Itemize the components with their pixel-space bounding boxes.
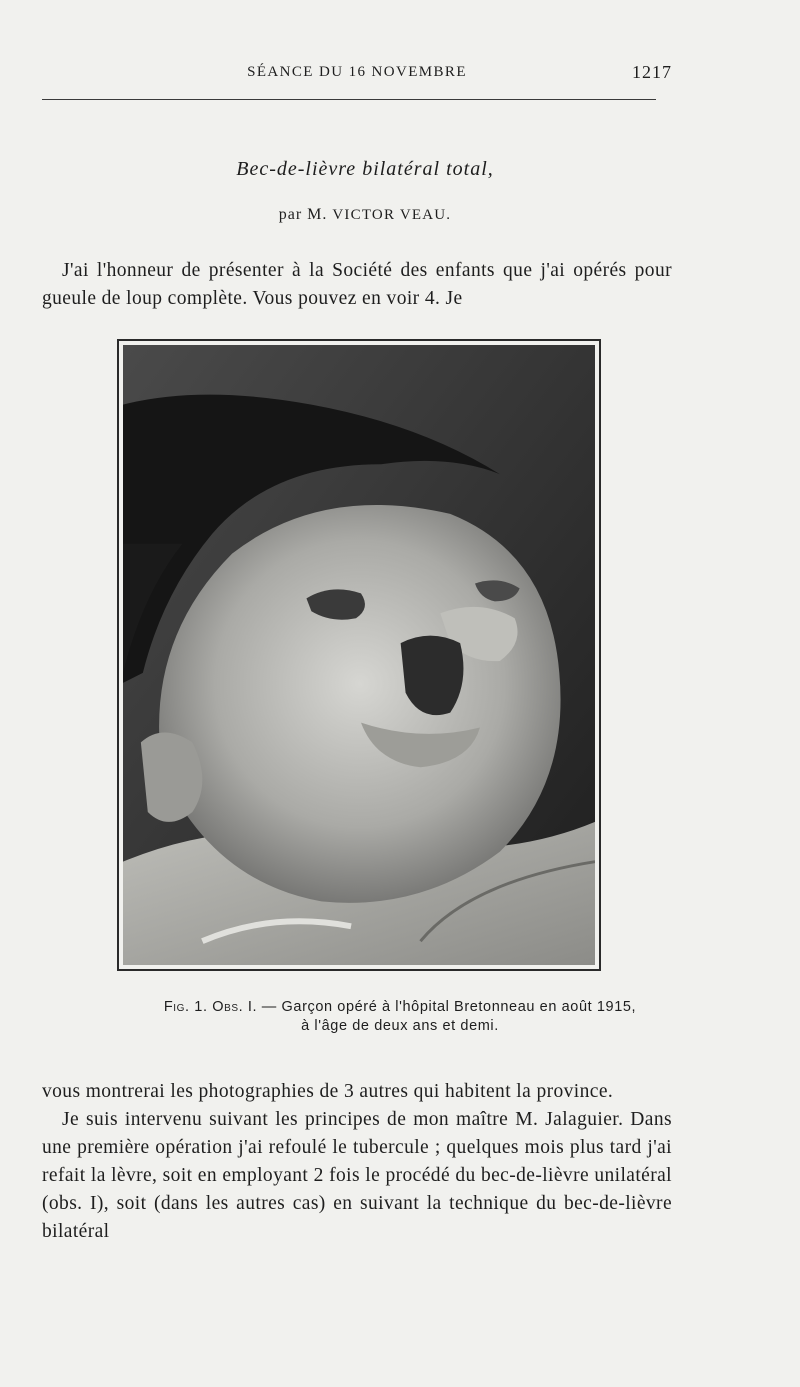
page-number: 1217 xyxy=(632,62,672,82)
article-title: Bec-de-lièvre bilatéral total, xyxy=(236,158,494,180)
figure-label: Fig. 1. Obs. I. xyxy=(163,999,258,1015)
running-title: SÉANCE DU 16 NOVEMBRE xyxy=(247,64,467,80)
body-paragraph-1: J'ai l'honneur de présenter à la Société des enfants que j'ai opérés pour gueule de loup complète. Vous pouvez en voir 4. Je xyxy=(42,260,672,309)
byline xyxy=(0,206,730,224)
body-text-block xyxy=(42,1078,672,1246)
patient-photograph xyxy=(123,345,595,965)
header-rule xyxy=(42,99,656,100)
caption-text-1: — Garçon opéré à l'hôpital Bretonneau en août 1915, xyxy=(261,999,637,1015)
figure-photograph-frame xyxy=(117,339,601,971)
caption-line-1 xyxy=(70,998,730,1017)
body-paragraph-3: Je suis intervenu suivant les principes de mon maître M. Jalaguier. Dans une première opération j'ai refoulé le tubercule ; quelques mois plus tard j'ai refait la lèvre, soit en employant 2 fois le procédé du bec-de-lièvre unilatéral (obs. I), soit (dans les autres cas) en suivant la technique du bec-de-lièvre bilatéral xyxy=(42,1109,672,1242)
figure-caption xyxy=(70,998,730,1036)
author-name: VICTOR VEAU. xyxy=(332,207,452,223)
body-paragraph-2: vous montrerai les photographies de 3 autres qui habitent la province. xyxy=(42,1081,614,1102)
caption-line-2: à l'âge de deux ans et demi. xyxy=(301,1018,499,1034)
byline-prefix: par M. xyxy=(278,206,328,223)
running-head xyxy=(42,58,672,88)
